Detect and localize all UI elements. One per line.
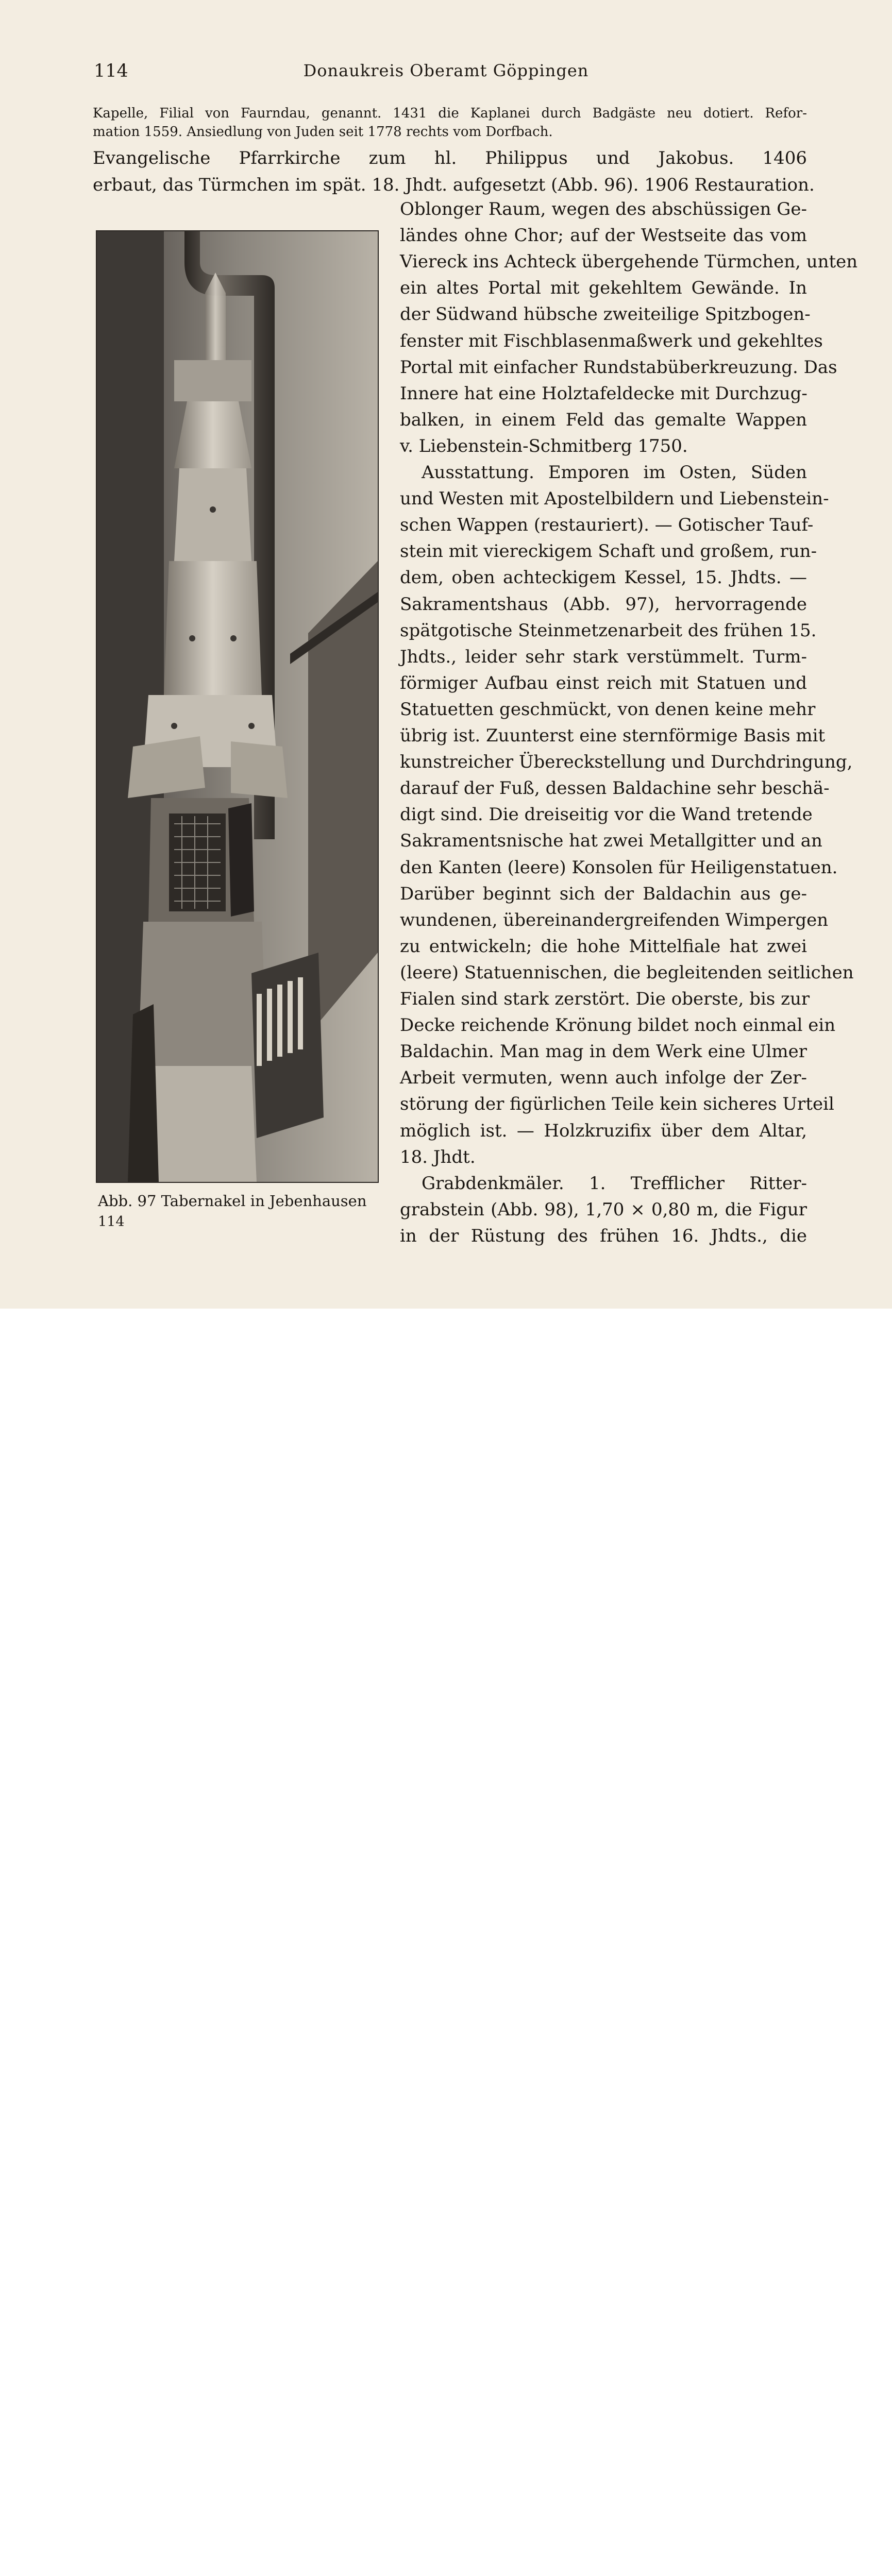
body-line: übrig ist. Zuunterst eine sternförmige Basis mit: [400, 725, 826, 746]
body-line: Statuetten geschmückt, von denen keine mehr: [400, 699, 816, 720]
body-line: störung der figürlichen Teile kein sicheres Urteil: [400, 1094, 834, 1115]
body-line: digt sind. Die dreiseitig vor die Wand tretende: [400, 804, 813, 825]
running-title: Donaukreis Oberamt Göppingen: [303, 61, 589, 80]
figure-caption: Abb. 97 Tabernakel in Jebenhausen: [98, 1192, 367, 1210]
body-line: Decke reichende Krönung bildet noch einmal ein: [400, 1015, 836, 1036]
body-line: fenster mit Fischblasenmaßwerk und gekehltes: [400, 330, 823, 351]
viewer-footer: [0, 1309, 892, 1375]
body-line: 18. Jhdt.: [400, 1146, 476, 1167]
body-line: Baldachin. Man mag in dem Werk eine Ulmer: [400, 1041, 807, 1062]
tabernacle-photograph: [96, 230, 379, 1183]
body-line: dem, oben achteckigem Kessel, 15. Jhdts. —: [400, 567, 807, 588]
body-line: Grabdenkmäler. 1. Trefflicher Ritter-: [422, 1173, 807, 1194]
figure-caption-page: 114: [98, 1214, 125, 1230]
body-line: Arbeit vermuten, wenn auch infolge der Zer-: [400, 1067, 807, 1089]
body-line: in der Rüstung des frühen 16. Jhdts., die: [400, 1225, 807, 1246]
body-line: den Kanten (leere) Konsolen für Heiligenstatuen.: [400, 857, 838, 878]
body-line: Oblonger Raum, wegen des abschüssigen Ge-: [400, 199, 807, 219]
body-line: förmiger Aufbau einst reich mit Statuen und: [400, 672, 807, 693]
body-line: Darüber beginnt sich der Baldachin aus ge-: [400, 883, 807, 904]
body-line: ländes ohne Chor; auf der Westseite das vom: [400, 225, 807, 246]
body-line: möglich ist. — Holzkruzifix über dem Altar,: [400, 1120, 807, 1141]
body-line: ein altes Portal mit gekehltem Gewände. In: [400, 278, 807, 299]
body-line: wundenen, übereinandergreifenden Wimpergen: [400, 909, 829, 930]
body-line: grabstein (Abb. 98), 1,70 × 0,80 m, die Figur: [400, 1199, 807, 1220]
body-line: Ausstattung. Emporen im Osten, Süden: [422, 462, 807, 483]
body-line: kunstreicher Übereckstellung und Durchdringung,: [400, 752, 853, 773]
body-line: (leere) Statuennischen, die begleitenden seitlichen: [400, 962, 854, 983]
body-line: zu entwickeln; die hohe Mittelfiale hat zwei: [400, 936, 807, 957]
section-heading-line: Evangelische Pfarrkirche zum hl. Philippus und Jakobus. 1406: [93, 148, 807, 168]
intro-line: Kapelle, Filial von Faurndau, genannt. 1431 die Kaplanei durch Badgäste neu dotiert. Refor-: [93, 106, 807, 121]
body-line: erbaut, das Türmchen im spät. 18. Jhdt. aufgesetzt (Abb. 96). 1906 Restauration.: [93, 175, 815, 195]
body-line: Fialen sind stark zerstört. Die oberste, bis zur: [400, 989, 810, 1009]
tabernacle-photo-illustration: [97, 231, 378, 1182]
body-line: Viereck ins Achteck übergehende Türmchen, unten: [400, 251, 858, 273]
body-line: darauf der Fuß, dessen Baldachine sehr beschä-: [400, 778, 830, 799]
body-line: stein mit viereckigem Schaft und großem, run-: [400, 541, 817, 562]
body-line: Portal mit einfacher Rundstabüberkreuzung. Das: [400, 357, 837, 378]
body-line: v. Liebenstein-Schmitberg 1750.: [400, 435, 688, 456]
body-line: und Westen mit Apostelbildern und Liebenstein-: [400, 488, 829, 510]
body-line: spätgotische Steinmetzenarbeit des frühen 15.: [400, 620, 817, 641]
body-line: balken, in einem Feld das gemalte Wappen: [400, 409, 807, 430]
body-line: schen Wappen (restauriert). — Gotischer Tauf-: [400, 515, 814, 536]
body-line: Sakramentshaus (Abb. 97), hervorragende: [400, 594, 807, 615]
body-line: Innere hat eine Holztafeldecke mit Durchzug-: [400, 383, 807, 404]
intro-line: mation 1559. Ansiedlung von Juden seit 1778 rechts vom Dorfbach.: [93, 124, 553, 140]
body-line: Jhdts., leider sehr stark verstümmelt. Turm-: [400, 646, 807, 667]
body-line: Sakramentsnische hat zwei Metallgitter und an: [400, 831, 822, 852]
page-number: 114: [94, 61, 128, 81]
body-line: der Südwand hübsche zweiteilige Spitzbogen-: [400, 304, 811, 325]
